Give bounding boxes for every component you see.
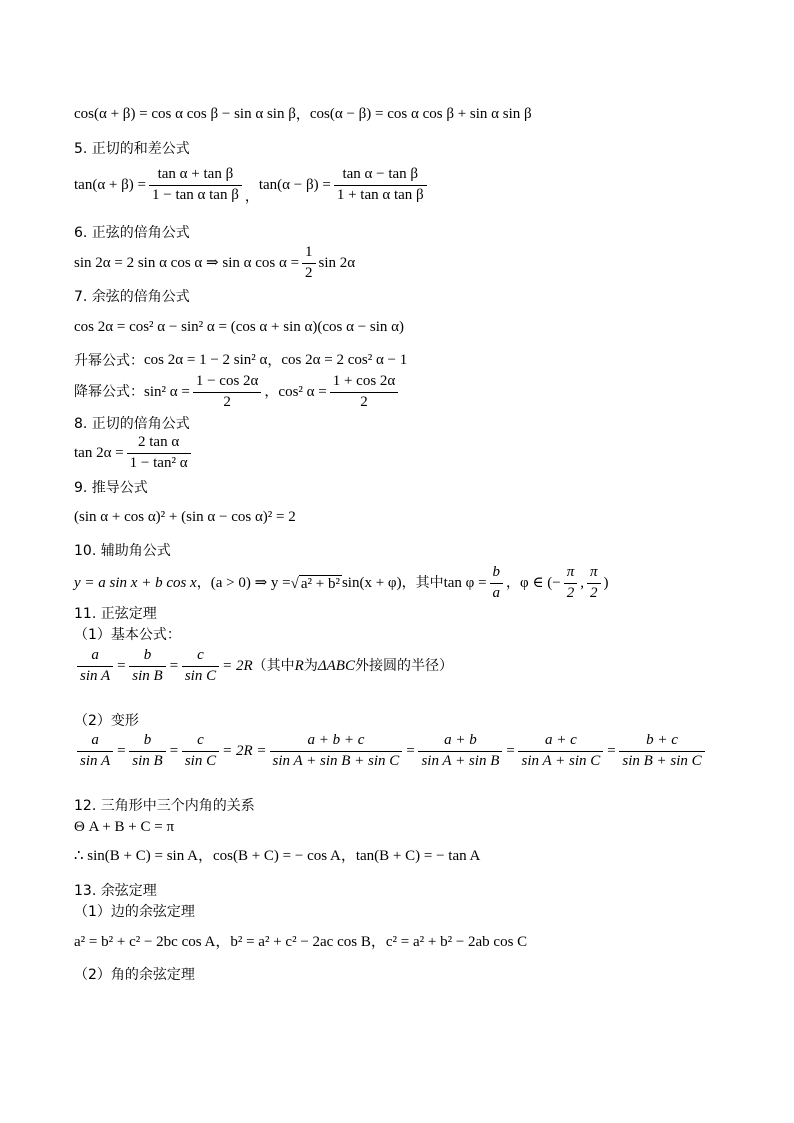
raise-power-2: cos 2α = 2 cos² α − 1: [281, 352, 408, 368]
tan-diff-numerator: tan α − tan β: [334, 167, 427, 186]
sin-double-angle-formula: [74, 245, 355, 282]
var-bc-numerator: b + c: [619, 733, 704, 752]
tan-double-angle-formula: [74, 435, 194, 472]
sin-law-b-fraction: [129, 648, 165, 685]
two-denominator: 2: [590, 584, 598, 601]
law-of-sines-variant: $\frac{a}{\text{sin A}}$ = $\frac{b}{\text{sin B}}$ = $\frac{c}{\text{sin C}}$ = 2R = $\frac{a + b + c}{\text{sin A + sin B + sin C}}$ = $\frac{a + b}{\text{sin A + sin B}}$ = $\frac{a + c}{\text{sin A + sin C}}$ = $\frac{b + c}{\text{sin B + sin C}}$: [74, 733, 708, 770]
cos-diff-formula: cos(α − β) = cos α cos β + sin α sin β: [309, 106, 532, 122]
var-b-denominator: sin B: [132, 752, 163, 769]
var-a-numerator: a: [77, 733, 113, 752]
law-note-close: 外接圆的半径）: [354, 658, 453, 675]
pi-numerator: π: [564, 565, 578, 584]
sin2-lhs: sin 2α = 2 sin α cos α ⇒ sin α cos α =: [74, 254, 300, 271]
law-note-triangle: ΔABC: [317, 657, 355, 674]
law-note-open: （其中: [252, 658, 295, 675]
aux-where-label: 其中: [415, 575, 444, 592]
var-b-fraction: [129, 733, 165, 770]
heading-13-2: （2）角的余弦定理: [74, 967, 195, 983]
aux-y-expression: y = a sin x + b cos x: [74, 574, 197, 591]
equals-2r: = 2R: [222, 657, 253, 674]
var-b-numerator: b: [129, 733, 165, 752]
lower-power-2-fraction: [330, 374, 399, 411]
var-ab-denominator: sin A + sin B: [421, 752, 500, 769]
sin-law-b-numerator: b: [129, 648, 165, 667]
lower-power-1-lhs: sin² α =: [144, 383, 190, 400]
sin-law-a-numerator: a: [77, 648, 113, 667]
law-of-sines-formula: $\frac{a}{\text{sin A}}$ = $\frac{b}{\text{sin B}}$ = $\frac{c}{\text{sin C}}$ = 2R （其中 R 为 ΔABC 外接圆的半径）: [74, 648, 453, 685]
heading-12: 12. 三角形中三个内角的关系: [74, 798, 255, 814]
heading-13: 13. 余弦定理: [74, 883, 157, 899]
var-bc-denominator: sin B + sin C: [622, 752, 702, 769]
angle-sum-formula: Θ A + B + C = π: [74, 819, 175, 835]
lower-power-1-fraction: [193, 374, 262, 411]
heading-10: 10. 辅助角公式: [74, 543, 171, 559]
cos-sum-formula: cos(α + β) = cos α cos β − sin α sin β: [74, 106, 296, 122]
lower-power-2-denominator: 2: [360, 393, 368, 410]
heading-11: 11. 正弦定理: [74, 606, 157, 622]
tan2-numerator: 2 tan α: [127, 435, 191, 454]
law-of-cosines-formula: a² = b² + c² − 2bc cos A，b² = a² + c² − 2ac cos B，c² = a² + b² − 2ab cos C: [74, 934, 528, 950]
var-ac-numerator: a + c: [518, 733, 603, 752]
raise-power-1: cos 2α = 1 − 2 sin² α: [144, 352, 268, 368]
var-ac-denominator: sin A + sin C: [521, 752, 601, 769]
heading-8: 8. 正切的倍角公式: [74, 416, 190, 432]
var-a-denominator: sin A: [80, 752, 111, 769]
aux-ratio-denominator: a: [492, 584, 501, 601]
half-denominator: 2: [305, 264, 313, 281]
heading-7: 7. 余弦的倍角公式: [74, 289, 190, 305]
var-ab-numerator: a + b: [418, 733, 502, 752]
tan2-denominator: 1 − tan² α: [129, 454, 188, 471]
pi-numerator: π: [587, 565, 601, 584]
tan-sum-diff-formula: tan(α + β) = $\frac{\text{tan α + tan β}}{\text{1 − tan α tan β}}$ ， tan(α − β) = $\frac{\text{tan α − tan β}}{\text{1 + tan α tan β}}$: [74, 167, 430, 204]
var-bc-fraction: [619, 733, 704, 770]
aux-range-start: φ ∈ (−: [520, 574, 561, 591]
var-ac-fraction: [518, 733, 603, 770]
sin-law-c-fraction: [182, 648, 219, 685]
aux-sin-term: sin(x + φ): [341, 574, 402, 591]
var-abc-fraction: [270, 733, 403, 770]
var-ab-fraction: [418, 733, 502, 770]
sin-law-c-numerator: c: [182, 648, 219, 667]
var-abc-numerator: a + b + c: [270, 733, 403, 752]
lower-power-1-numerator: 1 − cos 2α: [193, 374, 262, 393]
sin2-rhs: sin 2α: [318, 254, 356, 271]
heading-6: 6. 正弦的倍角公式: [74, 225, 190, 241]
sin-law-a-fraction: [77, 648, 113, 685]
lower-power-1-denominator: 2: [223, 393, 231, 410]
var-c-denominator: sin C: [184, 752, 217, 769]
var-equals-2r: = 2R: [222, 742, 253, 759]
heading-11-1: （1）基本公式：: [74, 627, 181, 643]
law-note-is: 为: [303, 658, 318, 675]
sqrt-radicand: a² + b²: [300, 575, 340, 592]
heading-9: 9. 推导公式: [74, 480, 148, 496]
cos-double-angle-formula: cos 2α = cos² α − sin² α = (cos α + sin α)(cos α − sin α): [74, 319, 405, 335]
aux-neg-pi-half: [564, 565, 578, 602]
two-denominator: 2: [566, 584, 575, 601]
aux-pi-half: [587, 565, 601, 602]
half-fraction: [302, 245, 316, 282]
sin-law-b-denominator: sin B: [132, 667, 163, 684]
var-abc-denominator: sin A + sin B + sin C: [272, 752, 400, 769]
law-note-r: R: [294, 657, 304, 674]
sin-law-c-denominator: sin C: [184, 667, 217, 684]
tan2-fraction: [127, 435, 191, 472]
lower-power-2-lhs: cos² α =: [278, 383, 327, 400]
sin-law-a-denominator: sin A: [80, 667, 111, 684]
raise-power-label: 升幂公式：: [74, 352, 144, 369]
heading-13-1: （1）边的余弦定理: [74, 904, 195, 920]
cos-sum-diff-formula: cos(α + β) = cos α cos β − sin α sin β ， cos(α − β) = cos α cos β + sin α sin β: [74, 106, 532, 123]
tan-diff-lhs: tan(α − β) =: [258, 176, 331, 193]
lower-power-2-numerator: 1 + cos 2α: [330, 374, 399, 393]
tan2-lhs: tan 2α =: [74, 444, 124, 461]
lower-power-formula: 降幂公式： sin² α = $\frac{1 - \cos 2\alpha}{2}$ ， cos² α = $\frac{1 + \cos 2\alpha}{2}$: [74, 374, 401, 411]
sqrt-expression: √ a² + b²: [290, 575, 340, 592]
heading-11-2: （2）变形: [74, 713, 139, 729]
raise-power-formula: 升幂公式： cos 2α = 1 − 2 sin² α ， cos 2α = 2 cos² α − 1: [74, 352, 408, 369]
tan-sum-lhs: tan(α + β) =: [74, 176, 146, 193]
aux-ratio-fraction: [490, 565, 504, 602]
tan-sum-denominator: 1 − tan α tan β: [151, 186, 239, 203]
aux-angle-formula: y = a sin x + b cos x ， (a > 0) ⇒ y = √ a² + b² sin(x + φ) ， 其中 tan φ = $\frac{b}{a}$ ， φ ∈ (− $\frac{\pi}{2}$ , $\frac{\pi}{2}$ ): [74, 564, 609, 601]
tan-sum-fraction: [149, 167, 242, 204]
var-c-numerator: c: [182, 733, 219, 752]
var-c-fraction: [182, 733, 219, 770]
tan-sum-numerator: tan α + tan β: [149, 167, 242, 186]
tan-diff-fraction: [334, 167, 427, 204]
heading-5: 5. 正切的和差公式: [74, 141, 190, 157]
aux-implies: (a > 0) ⇒ y =: [210, 574, 291, 591]
var-a-fraction: [77, 733, 113, 770]
aux-tan-lhs: tan φ =: [443, 574, 487, 591]
lower-power-label: 降幂公式：: [74, 384, 144, 401]
half-numerator: 1: [302, 245, 316, 264]
derive-formula: (sin α + cos α)² + (sin α − cos α)² = 2: [74, 509, 296, 525]
aux-ratio-numerator: b: [490, 565, 504, 584]
angle-relation-formula: ∴ sin(B + C) = sin A，cos(B + C) = − cos A，tan(B + C) = − tan A: [74, 848, 481, 864]
tan-diff-denominator: 1 + tan α tan β: [336, 186, 424, 203]
